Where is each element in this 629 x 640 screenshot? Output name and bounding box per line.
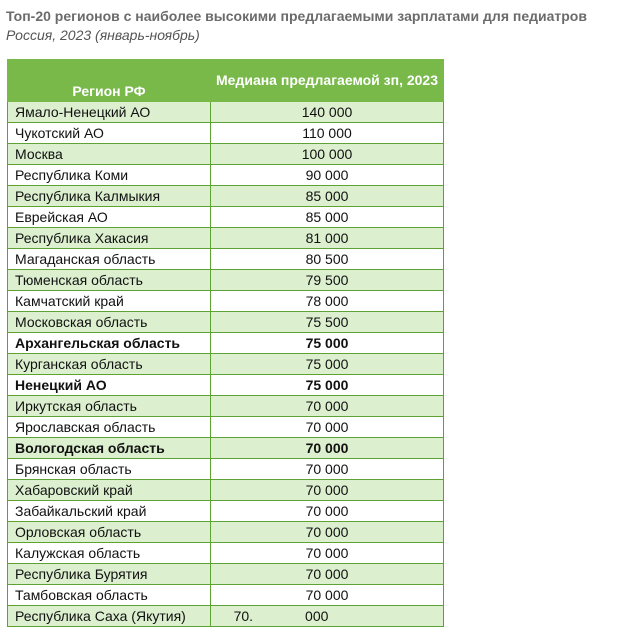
region-cell: Орловская область <box>8 522 211 543</box>
median-cell: 79 500 <box>211 270 444 291</box>
median-cell: 70 000 <box>211 522 444 543</box>
table-row <box>8 522 444 543</box>
median-cell: 110 000 <box>211 123 444 144</box>
table-row <box>8 228 444 249</box>
table-row <box>8 123 444 144</box>
median-cell: 100 000 <box>211 144 444 165</box>
median-cell: 70 000 <box>211 396 444 417</box>
table-row <box>8 291 444 312</box>
region-cell: Иркутская область <box>8 396 211 417</box>
median-cell: 140 000 <box>211 102 444 123</box>
region-cell: Ямало-Ненецкий АО <box>8 102 211 123</box>
column-header-region: Регион РФ <box>8 59 211 102</box>
table-row <box>8 564 444 585</box>
median-cell: 90 000 <box>211 165 444 186</box>
region-cell: Республика Саха (Якутия) <box>8 606 211 627</box>
table-row <box>8 165 444 186</box>
region-cell: Камчатский край <box>8 291 211 312</box>
median-cell: 75 000 <box>211 333 444 354</box>
region-cell: Вологодская область <box>8 438 211 459</box>
median-cell: 70 000 <box>211 564 444 585</box>
median-cell: 85 000 <box>211 207 444 228</box>
region-cell: Республика Калмыкия <box>8 186 211 207</box>
region-cell: Московская область <box>8 312 211 333</box>
table-row <box>8 144 444 165</box>
table-row <box>8 480 444 501</box>
median-value-part: 70. <box>233 608 254 624</box>
region-cell: Магаданская область <box>8 249 211 270</box>
table-row <box>8 270 444 291</box>
table-row <box>8 312 444 333</box>
table-row-highlighted <box>8 375 444 396</box>
median-cell: 70 000 <box>211 480 444 501</box>
median-cell: 70 000 <box>211 459 444 480</box>
region-cell: Забайкальский край <box>8 501 211 522</box>
median-cell: 70 000 <box>211 501 444 522</box>
table-row <box>8 207 444 228</box>
region-cell: Чукотский АО <box>8 123 211 144</box>
page-subtitle: Россия, 2023 (январь-ноябрь) <box>6 27 200 43</box>
region-cell: Ярославская область <box>8 417 211 438</box>
table-row <box>8 501 444 522</box>
table-header-row <box>8 59 444 102</box>
table-row-highlighted <box>8 333 444 354</box>
median-cell: 70 000 <box>211 543 444 564</box>
page-title: Топ-20 регионов с наиболее высокими предлагаемыми зарплатами для педиатров <box>6 8 587 24</box>
median-cell: 75 500 <box>211 312 444 333</box>
median-cell: 75 000 <box>211 375 444 396</box>
table-row-highlighted <box>8 438 444 459</box>
table-row <box>8 186 444 207</box>
region-cell: Тюменская область <box>8 270 211 291</box>
region-cell: Республика Коми <box>8 165 211 186</box>
median-cell: 70 000 <box>211 438 444 459</box>
region-cell: Ненецкий АО <box>8 375 211 396</box>
median-cell: 70 000 <box>211 417 444 438</box>
table-row <box>8 249 444 270</box>
table-row <box>8 585 444 606</box>
table-row <box>8 543 444 564</box>
region-cell: Курганская область <box>8 354 211 375</box>
region-cell: Еврейская АО <box>8 207 211 228</box>
table-row <box>8 459 444 480</box>
median-value-part: 000 <box>305 608 329 624</box>
table-row <box>8 354 444 375</box>
median-cell: 80 500 <box>211 249 444 270</box>
median-cell <box>211 606 444 627</box>
median-cell: 81 000 <box>211 228 444 249</box>
median-cell: 75 000 <box>211 354 444 375</box>
median-cell: 78 000 <box>211 291 444 312</box>
table-row <box>8 606 444 627</box>
region-cell: Тамбовская область <box>8 585 211 606</box>
region-cell: Республика Бурятия <box>8 564 211 585</box>
salary-table <box>7 59 444 627</box>
column-header-median: Медиана предлагаемой зп, 2023 <box>211 59 444 102</box>
region-cell: Архангельская область <box>8 333 211 354</box>
region-cell: Калужская область <box>8 543 211 564</box>
region-cell: Москва <box>8 144 211 165</box>
median-cell: 85 000 <box>211 186 444 207</box>
table-row <box>8 396 444 417</box>
region-cell: Республика Хакасия <box>8 228 211 249</box>
region-cell: Хабаровский край <box>8 480 211 501</box>
table-row <box>8 102 444 123</box>
region-cell: Брянская область <box>8 459 211 480</box>
median-cell: 70 000 <box>211 585 444 606</box>
table-row <box>8 417 444 438</box>
